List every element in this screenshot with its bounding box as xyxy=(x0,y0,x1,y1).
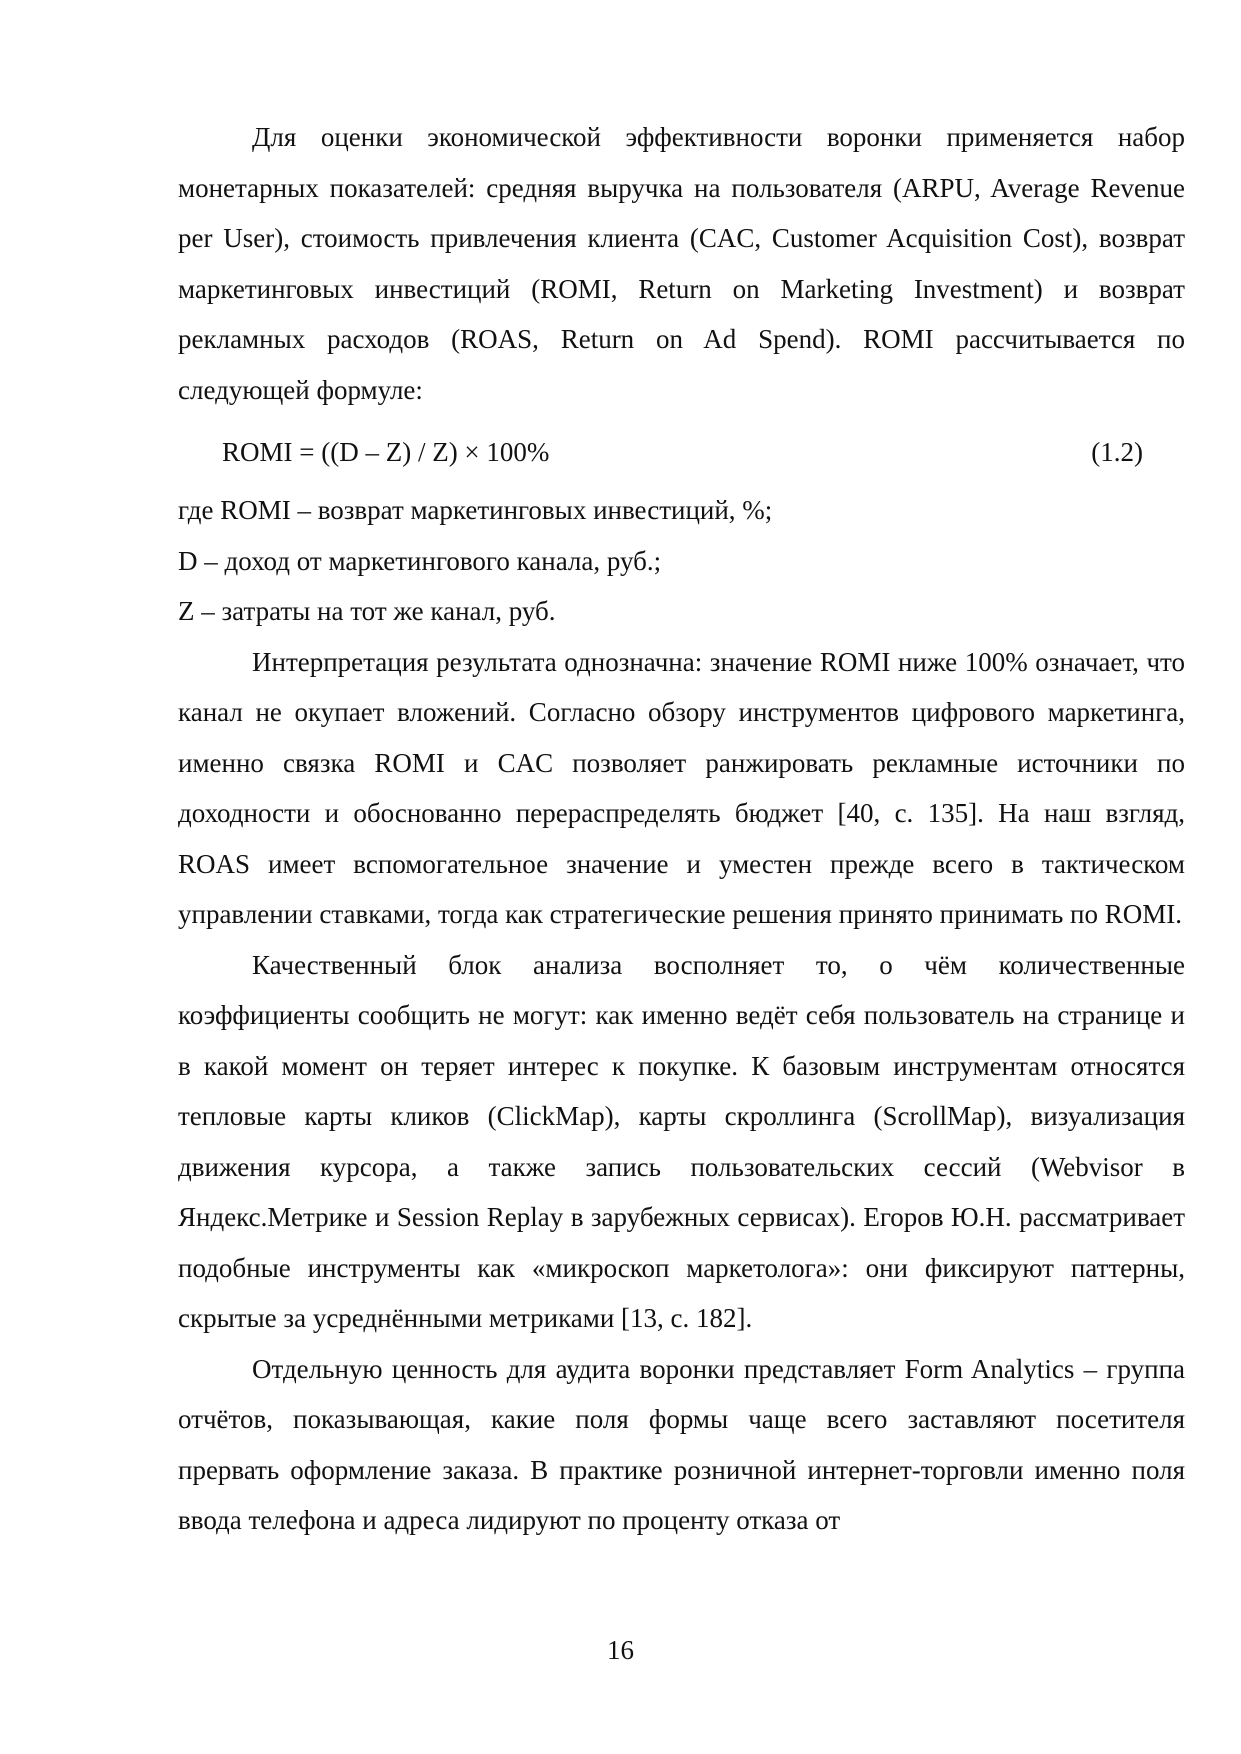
page-body xyxy=(178,112,1185,1546)
formula-romi xyxy=(178,427,1185,477)
definition-z: Z – затраты на тот же канал, руб. xyxy=(178,596,556,626)
paragraph-interpretation: Интерпретация результата однозначна: значение ROMI ниже 100% означает, что канал не окупает вложений. Согласно обзору инструментов цифрового маркетинга, именно связка ROMI и CAC позволяет ранжировать рекламные источники по доходности и обоснованно перераспределять бюджет [40, с. 135]. На наш взгляд, ROAS имеет вспомогательное значение и уместен прежде всего в тактическом управлении ставками, тогда как стратегические решения принято принимать по ROMI. xyxy=(178,646,1185,929)
paragraph-form-analytics: Отдельную ценность для аудита воронки представляет Form Analytics – группа отчётов, показывающая, какие поля формы чаще всего заставляют посетителя прервать оформление заказа. В практике розничной интернет-торговли именно поля ввода телефона и адреса лидируют по проценту отказа от xyxy=(178,1353,1185,1535)
paragraph-qualitative-analysis: Качественный блок анализа восполняет то, о чём количественные коэффициенты сообщить не могут: как именно ведёт себя пользователь на странице и в какой момент он теряет интерес к покупке. К базовым инструментам относятся тепловые карты кликов (ClickMap), карты скроллинга (ScrollMap), визуализация движения курсора, а также запись пользовательских сессий (Webvisor в Яндекс.Метрике и Session Replay в зарубежных сервисах). Егоров Ю.Н. рассматривает подобные инструменты как «микроскоп маркетолога»: они фиксируют паттерны, скрытые за усреднёнными метриками [13, с. 182]. xyxy=(178,949,1185,1333)
page-number: 16 xyxy=(607,1635,634,1665)
definition-romi: где ROMI – возврат маркетинговых инвестиций, %; xyxy=(178,495,773,525)
formula-number: (1.2) xyxy=(1091,437,1143,467)
paragraph-monetary-metrics: Для оценки экономической эффективности воронки применяется набор монетарных показателей: средняя выручка на пользователя (ARPU, Average Revenue per User), стоимость привлечения клиента (CAC, Customer Acquisition Cost), возврат маркетинговых инвестиций (ROMI, Return on Marketing Investment) и возврат рекламных расходов (ROAS, Return on Ad Spend). ROMI рассчитывается по следующей формуле: xyxy=(178,122,1185,405)
formula-expression: ROMI = ((D – Z) / Z) × 100% xyxy=(222,437,550,467)
definition-d: D – доход от маркетингового канала, руб.; xyxy=(178,545,662,576)
